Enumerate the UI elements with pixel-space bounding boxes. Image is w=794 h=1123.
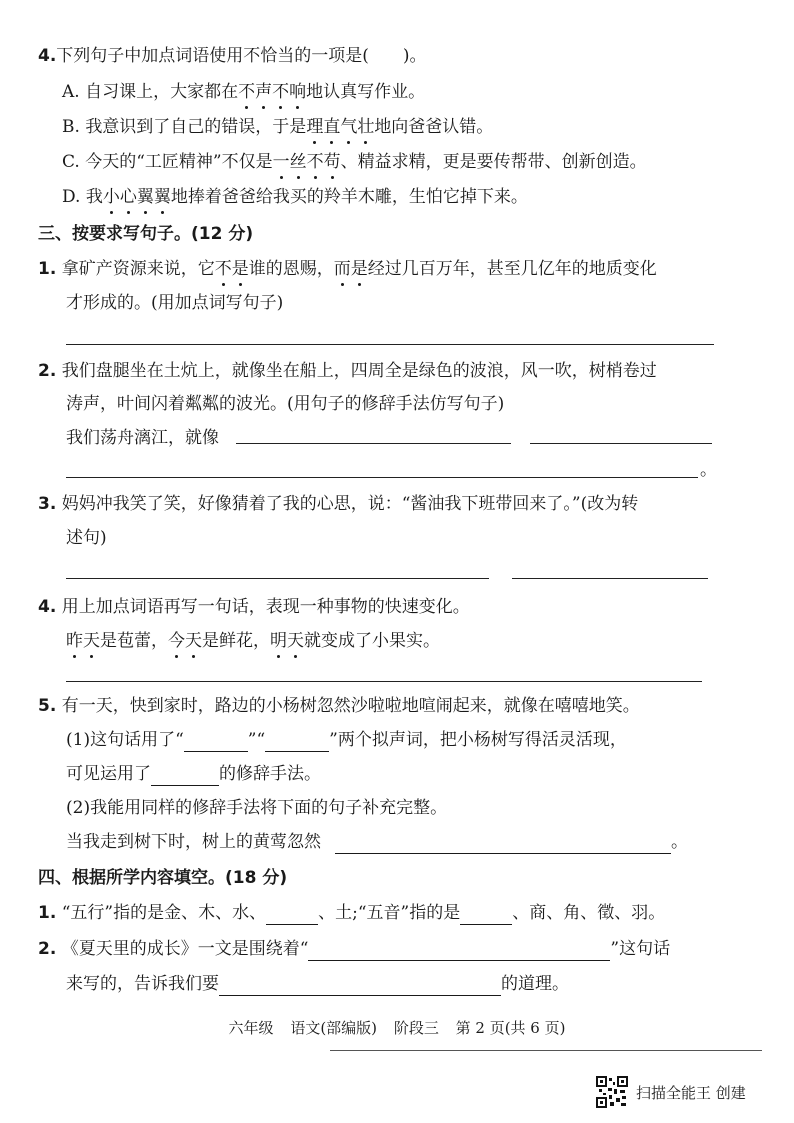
question-text: 妈妈冲我笑了笑，好像猜着了我的心思，说：“酱油我下班带回来了。”(改为转 [61, 494, 639, 514]
question-text: (1)这句话用了“ [66, 730, 184, 750]
option-text: 我 [85, 187, 103, 207]
question-number: 3. [38, 494, 57, 514]
dotted-word [215, 259, 249, 279]
question-text: 的道理。 [501, 974, 569, 994]
dotted-char: 不 [306, 152, 324, 172]
question-number: 4. [38, 597, 57, 617]
option-text: 地认真写作业。 [306, 82, 426, 102]
question-number: 2. [38, 361, 57, 381]
dotted-char: 不 [238, 82, 256, 102]
dotted-char: 天 [185, 631, 202, 651]
s3-q2-line2: 涛声，叶间闪着粼粼的波光。(用句子的修辞手法仿写句子) [66, 394, 505, 414]
option-text: 、精益求精，更是要传帮带、创新创造。 [340, 152, 647, 172]
dotted-char: 而 [333, 259, 351, 279]
dotted-char: 翼 [136, 187, 154, 207]
dotted-word [103, 187, 171, 207]
blank-field[interactable] [266, 906, 318, 925]
option-text: 自习课上，大家都在 [85, 82, 239, 102]
dotted-word [270, 631, 304, 651]
s3-q2-fill [66, 426, 219, 450]
s3-q4-line1 [38, 595, 470, 619]
option-label: B. [62, 117, 80, 137]
question-text: 、土;“五音”指的是 [318, 903, 461, 923]
blank-field[interactable] [219, 977, 501, 996]
s3-q5-sub1-line2 [66, 762, 321, 786]
fill-prefix: 当我走到树下时，树上的黄莺忽然 [66, 832, 321, 852]
dotted-char: 苟 [323, 152, 341, 172]
blank-field[interactable] [151, 767, 219, 786]
dotted-char: 是 [231, 259, 249, 279]
dotted-char: 昨 [66, 631, 83, 651]
section-3-title: 三、按要求写句子。(12 分) [38, 224, 254, 244]
question-text: 有一天，快到家时，路边的小杨树忽然沙啦啦地喧闹起来，就像在嘻嘻地笑。 [61, 696, 640, 716]
option-label: C. [62, 152, 80, 172]
q4-option-d [62, 185, 528, 209]
question-text: 可见运用了 [66, 764, 151, 784]
dotted-word [66, 631, 100, 651]
dotted-char: 不 [272, 82, 290, 102]
question-number: 1. [38, 259, 57, 279]
dotted-char: 理 [306, 117, 324, 137]
end-mark: 。 [700, 460, 717, 480]
dotted-char: 一 [272, 152, 290, 172]
dotted-word [238, 82, 306, 102]
dotted-char: 不 [214, 259, 232, 279]
question-text: 我们盘腿坐在土炕上，就像坐在船上，四周全是绿色的波浪，风一吹，树梢卷过 [61, 361, 657, 381]
option-text: 今天的“工匠精神”不仅是 [85, 152, 273, 172]
footer-page-number: 第 2 页(共 6 页) [455, 1019, 566, 1037]
question-text: 经过几百万年，甚至几亿年的地质变化 [367, 259, 657, 279]
question-text: 是苞蕾， [100, 631, 168, 651]
question-text: ”“ [247, 730, 266, 750]
dotted-char: 天 [83, 631, 100, 651]
dotted-char: 今 [168, 631, 185, 651]
dotted-char: 心 [119, 187, 137, 207]
s3-q5-line1 [38, 694, 640, 718]
dotted-char: 壮 [357, 117, 375, 137]
question-text: 的修辞手法。 [219, 764, 321, 784]
question-text: 来写的，告诉我们要 [66, 974, 219, 994]
q4-option-a [62, 80, 425, 104]
qr-code-icon [596, 1076, 628, 1108]
blank-field[interactable] [460, 906, 512, 925]
dotted-char: 翼 [153, 187, 171, 207]
dotted-char: 丝 [289, 152, 307, 172]
q4-option-c [62, 150, 647, 174]
question-number: 1. [38, 903, 57, 923]
answer-line[interactable] [236, 443, 511, 444]
dotted-char: 小 [102, 187, 120, 207]
s4-q2-line2 [66, 972, 569, 996]
dotted-char: 声 [255, 82, 273, 102]
s3-q3-line1 [38, 492, 638, 516]
dotted-char: 天 [287, 631, 304, 651]
option-text: 我意识到了自己的错误，于是 [85, 117, 307, 137]
answer-line[interactable] [530, 443, 712, 444]
dotted-word [168, 631, 202, 651]
dotted-char: 直 [323, 117, 341, 137]
answer-line[interactable] [512, 578, 708, 579]
dotted-word [273, 152, 341, 172]
footer-stage: 阶段三 [393, 1019, 439, 1037]
fill-prefix: 我们荡舟漓江，就像 [66, 428, 219, 448]
blank-field[interactable] [335, 835, 671, 854]
footer-divider [330, 1050, 762, 1051]
q4-number: 4. [38, 46, 57, 66]
q4-stem-text: 下列句子中加点词语使用不恰当的一项是( )。 [56, 46, 427, 66]
s3-q1-line2: 才形成的。(用加点词写句子) [66, 293, 284, 313]
s3-q5-sub2-fill [66, 830, 688, 854]
question-number: 2. [38, 939, 57, 959]
question-text: 就变成了小果实。 [304, 631, 440, 651]
s3-q3-line2: 述句) [66, 528, 107, 548]
footer-subject: 语文(部编版) [290, 1019, 378, 1037]
question-text: 谁的恩赐， [248, 259, 334, 279]
answer-line[interactable] [66, 477, 698, 478]
s4-q2 [38, 937, 670, 961]
question-number: 5. [38, 696, 57, 716]
question-text: “五行”指的是金、木、水、 [61, 903, 267, 923]
dotted-char: 是 [350, 259, 368, 279]
section-4-title: 四、根据所学内容填空。(18 分) [38, 868, 288, 888]
question-text: 《夏天里的成长》一文是围绕着“ [61, 939, 309, 959]
question-text: 用上加点词语再写一句话，表现一种事物的快速变化。 [61, 597, 470, 617]
dotted-char: 响 [289, 82, 307, 102]
dotted-word [334, 259, 368, 279]
option-label: D. [62, 187, 81, 207]
s4-q1 [38, 901, 665, 925]
dotted-char: 气 [340, 117, 358, 137]
s3-q4-line2 [66, 629, 440, 653]
question-text: 、商、角、徵、羽。 [512, 903, 666, 923]
q4-stem [38, 44, 427, 68]
scanner-brand: 扫描全能王 创建 [636, 1084, 746, 1102]
question-text: ”两个拟声词，把小杨树写得活灵活现， [329, 730, 627, 750]
s3-q5-sub1 [66, 728, 627, 752]
dotted-char: 明 [270, 631, 287, 651]
footer-grade: 六年级 [228, 1019, 274, 1037]
question-text: 拿矿产资源来说，它 [61, 259, 215, 279]
option-label: A. [62, 82, 80, 102]
q4-option-b [62, 115, 493, 139]
question-text: 是鲜花， [202, 631, 270, 651]
answer-line[interactable] [66, 681, 702, 682]
blank-field[interactable] [308, 942, 610, 961]
page-footer [0, 1017, 794, 1038]
blank-field[interactable] [265, 733, 329, 752]
question-text: ”这句话 [610, 939, 671, 959]
blank-field[interactable] [184, 733, 248, 752]
dotted-word [306, 117, 374, 137]
s3-q5-sub2: (2)我能用同样的修辞手法将下面的句子补充完整。 [66, 798, 448, 818]
answer-line[interactable] [66, 578, 489, 579]
answer-line[interactable] [66, 344, 714, 345]
end-mark: 。 [671, 832, 688, 852]
s3-q1-line1 [38, 257, 657, 281]
option-text: 地向爸爸认错。 [374, 117, 494, 137]
option-text: 地捧着爸爸给我买的羚羊木雕，生怕它掉下来。 [170, 187, 528, 207]
s3-q2-line1 [38, 359, 657, 383]
